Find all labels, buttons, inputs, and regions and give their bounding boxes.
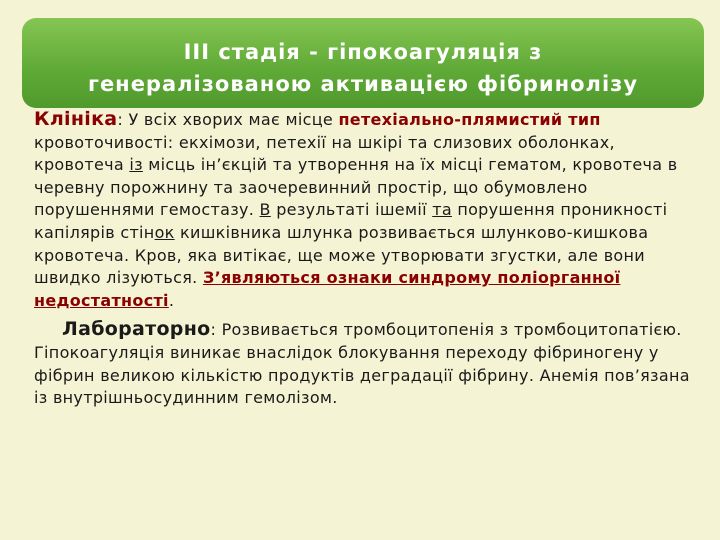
clinic-underline-4: ок — [154, 222, 175, 242]
clinic-underline-1: із — [129, 155, 143, 175]
lab-heading: Лабораторно — [62, 318, 211, 341]
clinic-text-6: кишківника шлунка розвивається шлунково-кишкова кровотеча. Кров, яка витікає, ще може утворювати згустки, але вони швидко лізуються. — [34, 222, 649, 288]
clinic-text-3: місць ін’єкцій та утворення на їх місці гематом, кровотеча в черевну порожнину та заочеревинний простір, що обумовлено порушеннями гемостазу. — [34, 155, 678, 220]
lab-paragraph — [34, 318, 704, 409]
clinic-text-1: : У всіх хворих має місце — [117, 110, 339, 129]
multi-organ-failure-note: З’являються ознаки синдрому поліорганної недостатності — [34, 268, 621, 310]
clinic-paragraph — [34, 108, 704, 312]
clinic-underline-2: В — [259, 200, 271, 220]
clinic-underline-3: та — [432, 200, 452, 220]
clinic-text-4: результаті ішемії — [270, 200, 433, 220]
clinic-text-5: порушення проникності капілярів стін — [34, 200, 668, 242]
clinic-text-2: кровоточивості: екхімози, петехії на шкірі та слизових оболонках, кровотеча — [34, 132, 615, 175]
title-line-2: генералізованою активацією фібринолізу — [87, 72, 639, 96]
clinic-text-7: . — [168, 290, 175, 310]
title-line-1: ІІІ стадія - гіпокоагуляція з — [183, 40, 543, 64]
slide-title — [22, 36, 704, 100]
clinic-highlight: петехіально-плямистий тип — [338, 110, 601, 129]
lab-text: : Розвивається тромбоцитопенія з тромбоцитопатією. Гіпокоагуляція виникає внаслідок блокування переходу фібриногену у фібрин великою кількістю продуктів деградації фібрину. Анемія пов’язана із внутрішньосудинним гемолізом. — [34, 320, 690, 408]
slide-body — [34, 108, 704, 410]
clinic-heading: Клініка — [34, 108, 118, 130]
